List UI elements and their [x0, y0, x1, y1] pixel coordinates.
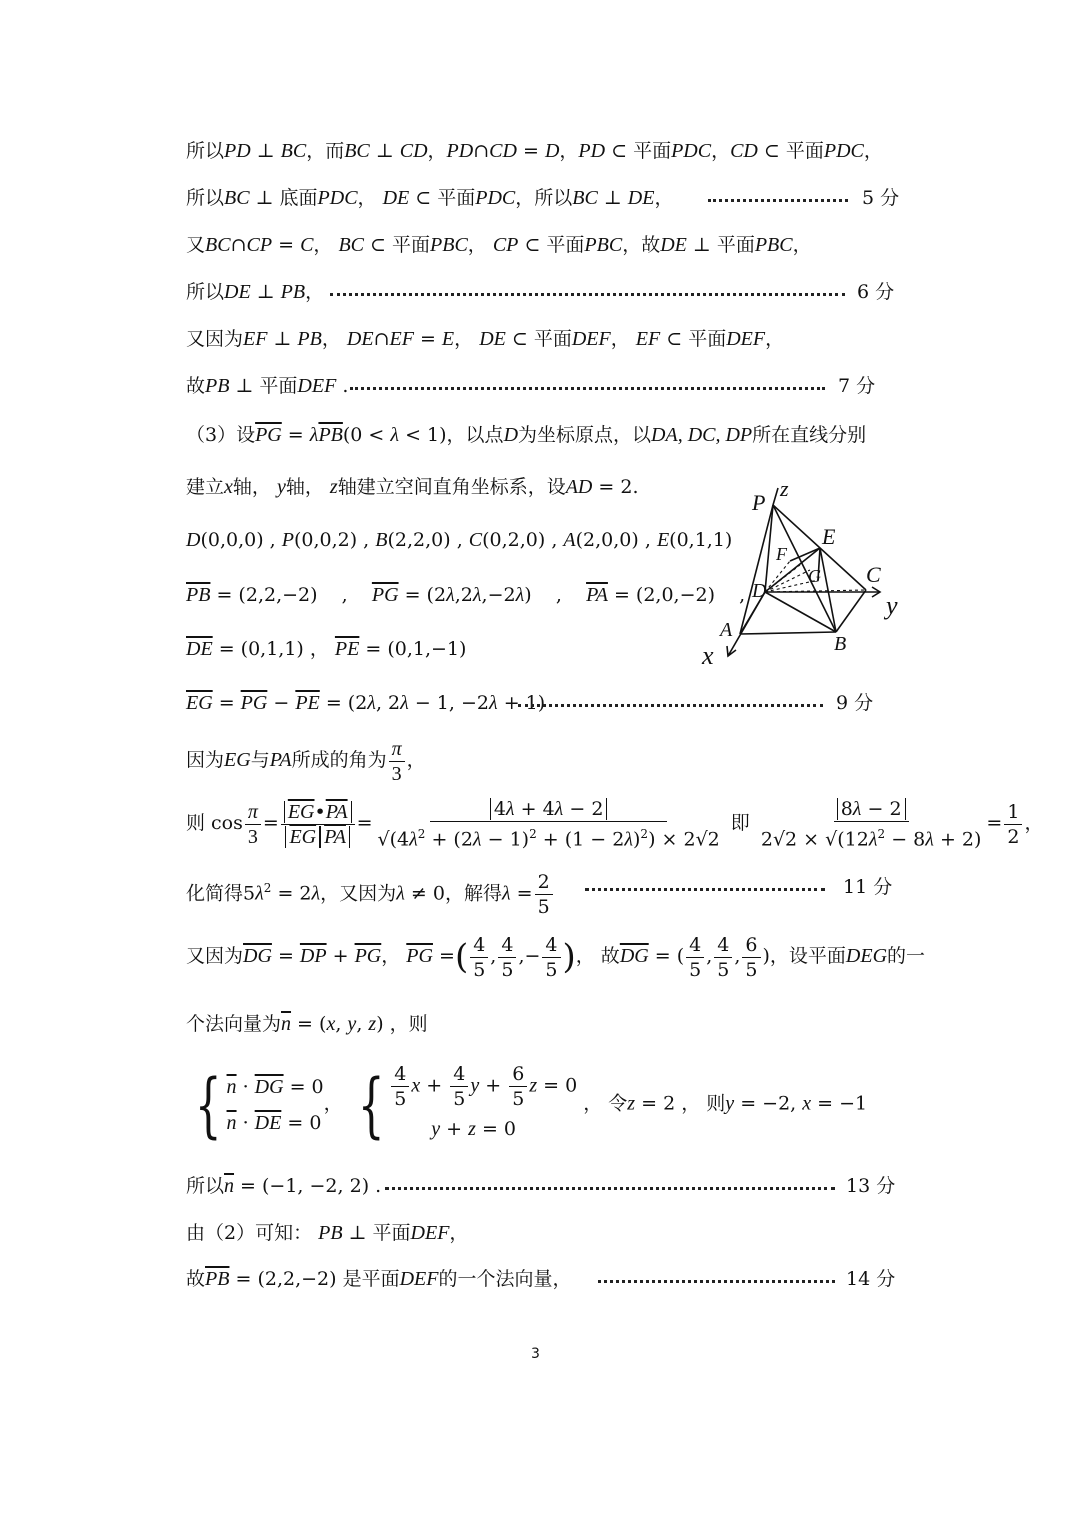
label-G: G [808, 566, 821, 586]
proof-line-19: 所以$\overline{n} = (-1$, −2, 2) . [186, 1175, 382, 1197]
label-P: P [752, 490, 766, 515]
edge-BC [836, 590, 866, 632]
score-7: 7 分 [838, 375, 876, 397]
proof-line-21: 故$\overline{PB} = (2,2,-2)$ 是平面DEF的一个法向量， [186, 1268, 572, 1290]
proof-line-16: 又因为$\overline{DG} = \overline{DP} + \overline{PG}$， $\overline{PG}$ =( $\frac{4}{5}$ , $\frac{4}{5}$ ,− $\frac{4}{5}$ )， 故$\overline{DG}$ = ( $\frac{4}{5}$ , $\frac{4}{5}$ , $\frac{6}{5}$ )，设平面DEG的一 [186, 933, 926, 981]
score-13: 13 分 [846, 1175, 896, 1197]
label-y: y [886, 591, 898, 620]
label-A: A [720, 619, 733, 641]
label-z: z [780, 476, 789, 501]
page-number: 3 [531, 1346, 540, 1362]
dot-leader [330, 293, 845, 296]
proof-line-15: 化简得$5\lambda^2 = 2\lambda$，又因为λ ≠ 0，解得λ = $\frac{2}{5}$ [186, 862, 555, 919]
label-F: F [776, 544, 787, 564]
edge-AB [740, 632, 836, 634]
dot-leader [385, 1187, 835, 1190]
label-D: D [752, 580, 767, 602]
label-C: C [866, 562, 881, 587]
proof-line-2: 所以BC ⊥ 底面PDC， DE ⊂ 平面PDC，所以BC ⊥ DE， [186, 187, 674, 209]
label-x: x [702, 641, 714, 670]
proof-line-20: 由（2）可知： PB ⊥ 平面DEF， [186, 1222, 469, 1244]
proof-line-12: $\overline{EG} = \overline{PG} - \overline{PE} = (2\lambda$, 2λ − 1, −2λ + 1) [186, 692, 546, 714]
proof-line-8: 建立x轴， y轴， z轴建立空间直角坐标系，设AD = 2. [186, 476, 639, 498]
score-11: 11 分 [843, 876, 893, 898]
proof-line-3: 又BC∩CP = C， BC ⊂ 平面PBC， CP ⊂ 平面PBC，故DE ⊥ 平面PBC， [186, 234, 812, 256]
dot-leader [518, 704, 823, 707]
proof-line-5: 又因为EF ⊥ PB， DE∩EF = E， DE ⊂ 平面DEF， EF ⊂ 平面DEF， [186, 328, 785, 350]
score-9: 9 分 [836, 692, 874, 714]
label-E: E [822, 524, 836, 549]
proof-line-18: { $\overline{n} \cdot \overline{DG} = 0$ $\overline{n} \cdot \overline{DE} = 0$ ， { $\frac{4}{5}$ x + $\frac{4}{5}$ y + $\frac{6}{5}$ z = 0 y + z = 0 ， 令z = 2 ， 则y = −2, x = −1 [194, 1063, 868, 1146]
proof-line-1: 所以PD ⊥ BC，而BC ⊥ CD，PD∩CD = D，PD ⊂ 平面PDC，CD ⊂ 平面PDC， [186, 140, 883, 162]
proof-line-17: 个法向量为$\overline{n} = (x$, y, z) ，则 [186, 1013, 428, 1035]
edge-PA [740, 505, 773, 634]
dot-leader [708, 199, 848, 202]
pyramid-coordinate-figure [700, 470, 920, 680]
proof-line-7: （3）设$\overline{PG} = \lambda\overline{PB}(0 < \lambda < 1)$，以点D为坐标原点，以DA, DC, DP所在直线分别 [186, 424, 867, 446]
score-14: 14 分 [846, 1268, 896, 1290]
label-B: B [834, 633, 847, 655]
dashed-DF [765, 561, 790, 592]
proof-line-13: 因为EG与PA所成的角为 $\frac{\pi}{3}$ ， [186, 737, 426, 785]
proof-line-6: 故PB ⊥ 平面DEF . [186, 375, 349, 397]
score-6: 6 分 [857, 281, 895, 303]
dot-leader [585, 888, 825, 891]
dot-leader [598, 1280, 835, 1283]
proof-line-9: D(0,0,0) , P(0,0,2) , B(2,2,0) , C(0,2,0) , A(2,0,0) , E(0,1,1) [186, 529, 733, 551]
z-axis-line [773, 488, 778, 505]
score-5: 5 分 [862, 187, 900, 209]
proof-line-14: 则 cos $\frac{\pi}{3}$ = $\frac{\overline{EG}•\overline{PA}}{\overline{EG} \overline{PA}}$ = $\frac{4\lambda + 4\lambda - 2}{√(4\lambda^2 + (2\lambda - 1)^2 + (1 - 2\lambda)^2) \times 2√2}$ 即 $\frac{8\lambda - 2}{2√2 \times √(12\lambda^2 - 8\lambda + 2)}$ = $\frac{1}{2}$ ， [186, 797, 1044, 851]
proof-line-4: 所以DE ⊥ PB， [186, 281, 325, 303]
proof-line-11: $\overline{DE} = (0,1,1)$ ， $\overline{PE} = (0,1,-1)$ [186, 638, 467, 660]
proof-line-10: $\overline{PB} = (2,2,-2)$ , $\overline{PG} = (2\lambda,2\lambda,-2\lambda)$ , $\overline{PA} = (2,0,-2)$ , [186, 584, 746, 606]
dot-leader [350, 387, 825, 390]
